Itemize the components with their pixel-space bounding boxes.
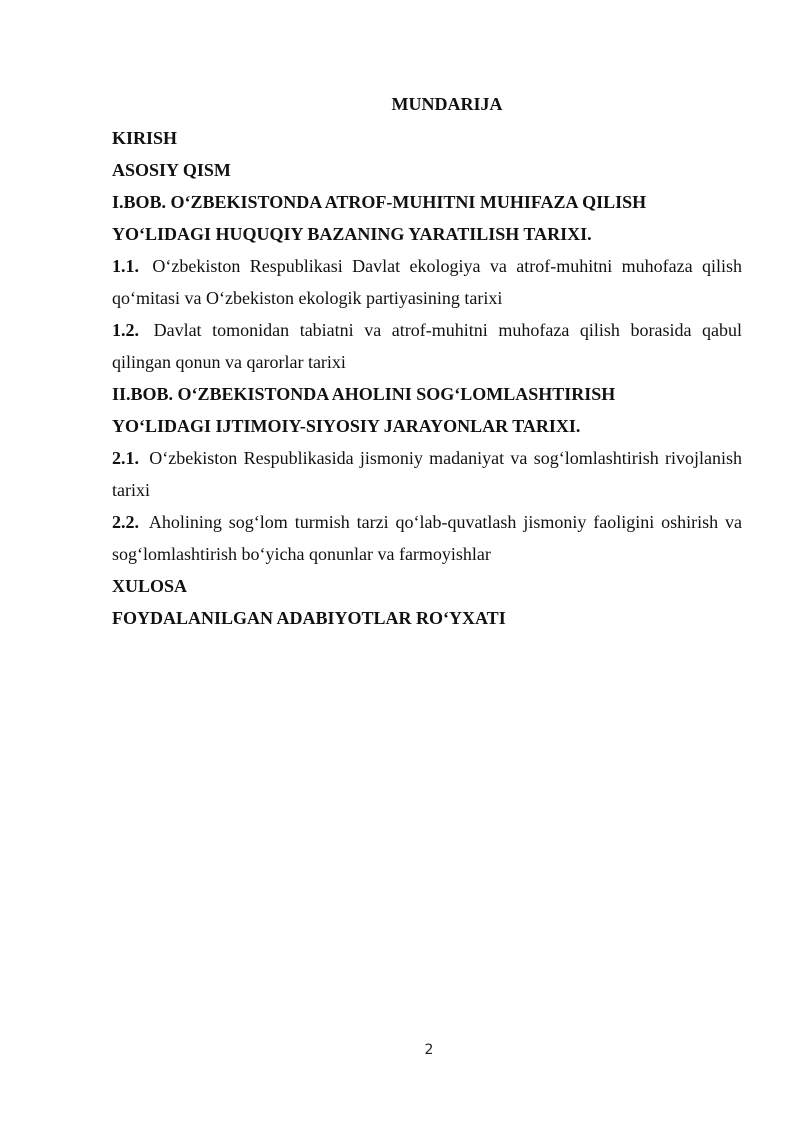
page-title: MUNDARIJA xyxy=(391,94,503,114)
section-1-1-number: 1.1. xyxy=(112,256,139,276)
chapter-1-title-line-1: I.BOB. O‘ZBEKISTONDA ATROF-MUHITNI MUHIFAZA QILISH xyxy=(112,192,647,212)
chapter-2-title-line-2: YO‘LIDAGI IJTIMOIY-SIYOSIY JARAYONLAR TARIXI. xyxy=(112,416,581,436)
toc-chapter-2 xyxy=(112,378,742,442)
toc-main-part: ASOSIY QISM xyxy=(112,160,231,180)
section-1-1-text: O‘zbekiston Respublikasi Davlat ekologiya va atrof-muhitni muhofaza qilish qo‘mitasi va O‘zbekiston ekologik partiyasining tarixi xyxy=(112,256,742,308)
section-1-2-text: Davlat tomonidan tabiatni va atrof-muhitni muhofaza qilish borasida qabul qilingan qonun va qarorlar tarixi xyxy=(112,320,743,372)
section-2-2-text: Aholining sog‘lom turmish tarzi qo‘lab-quvatlash jismoniy faoligini oshirish va sog‘lomlashtirish bo‘yicha qonunlar va farmoyishlar xyxy=(112,512,742,564)
section-1-2-number: 1.2. xyxy=(112,320,139,340)
toc-references: FOYDALANILGAN ADABIYOTLAR RO‘YXATI xyxy=(112,608,506,628)
section-2-1-text: O‘zbekiston Respublikasida jismoniy madaniyat va sog‘lomlashtirish rivojlanish tarixi xyxy=(112,448,742,500)
toc-chapter-1 xyxy=(112,186,742,250)
chapter-2-title-line-1: II.BOB. O‘ZBEKISTONDA AHOLINI SOG‘LOMLASHTIRISH xyxy=(112,384,616,404)
toc-section-1-2 xyxy=(112,314,742,378)
page-number: 2 xyxy=(424,1042,434,1058)
table-of-contents xyxy=(112,90,742,634)
toc-section-1-1 xyxy=(112,250,742,314)
toc-conclusion: XULOSA xyxy=(112,576,188,596)
chapter-1-title-line-2: YO‘LIDAGI HUQUQIY BAZANING YARATILISH TARIXI. xyxy=(112,224,592,244)
toc-section-2-1 xyxy=(112,442,742,506)
section-2-1-number: 2.1. xyxy=(112,448,139,468)
toc-section-2-2 xyxy=(112,506,742,570)
section-2-2-number: 2.2. xyxy=(112,512,139,532)
toc-intro: KIRISH xyxy=(112,128,178,148)
